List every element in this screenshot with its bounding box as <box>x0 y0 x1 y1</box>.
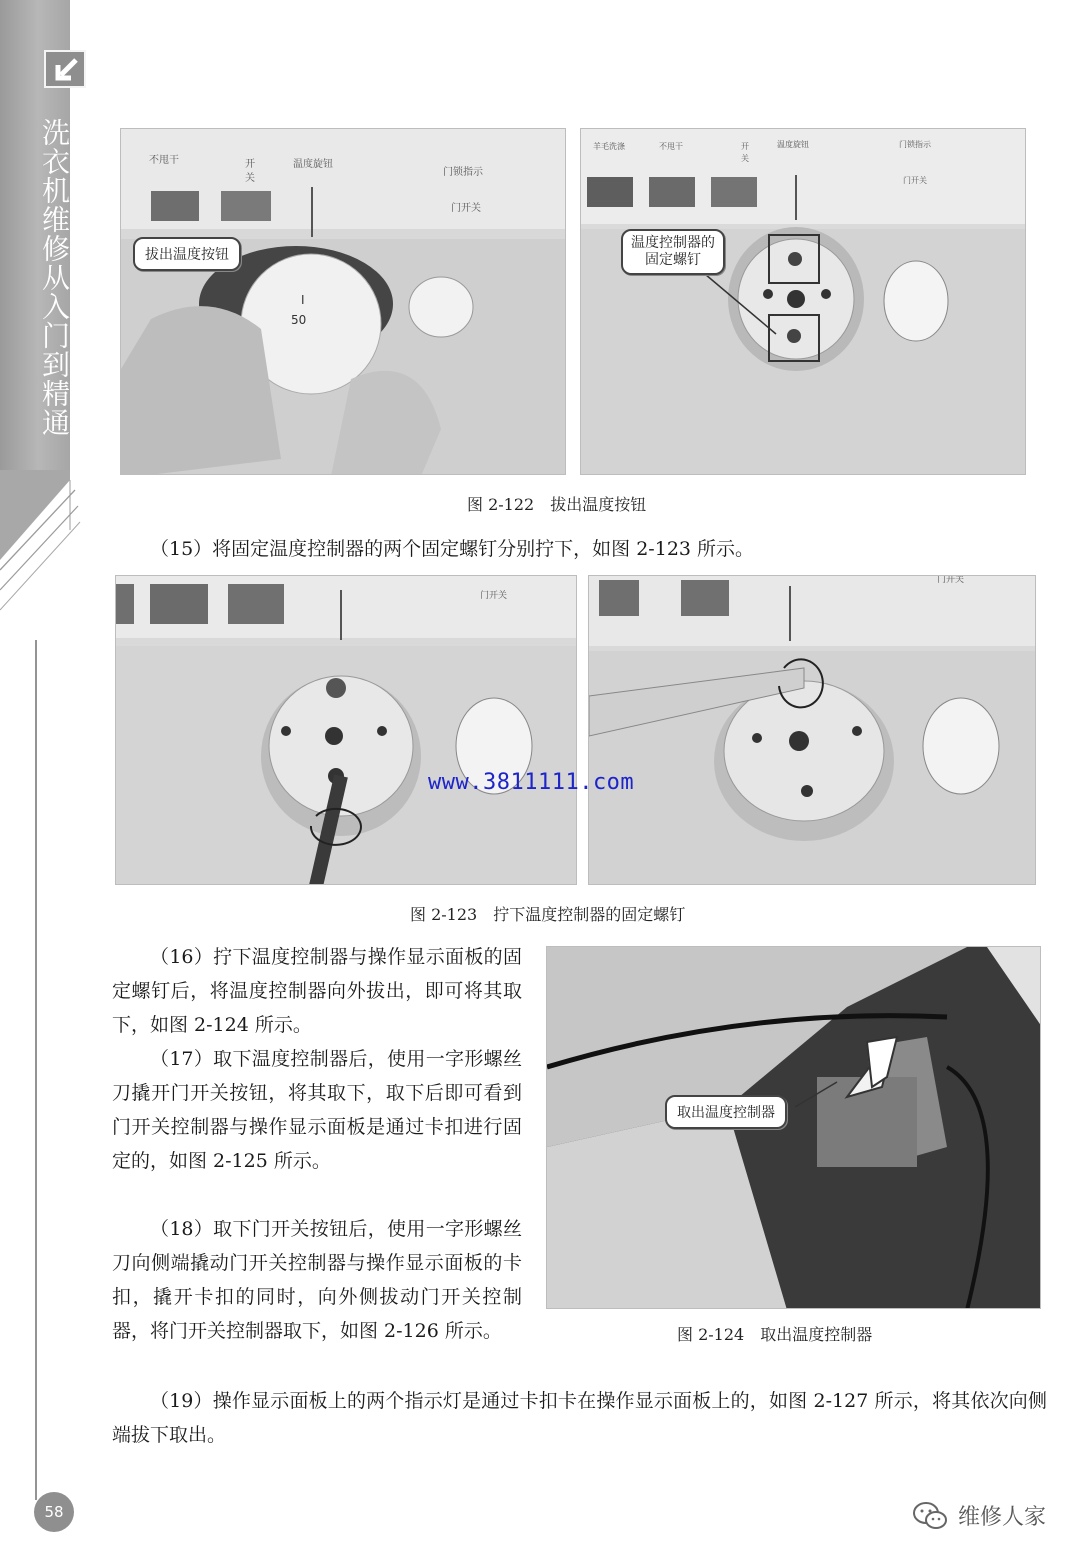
callout-label: 拔出温度按钮 <box>133 237 241 271</box>
panel-label: 门锁指示 <box>443 167 483 178</box>
step-paragraph: （16）拧下温度控制器与操作显示面板的固定螺钉后，将温度控制器向外拔出，即可将其取下，如图 2-124 所示。 <box>112 946 522 1036</box>
step-paragraph: （18）取下门开关按钮后，使用一字形螺丝刀向侧端撬动门开关控制器与操作显示面板的卡扣，撬开卡扣的同时，向外侧拔动门开关控制器，将门开关控制器取下，如图 2-126 所示。 <box>112 1218 522 1342</box>
knob-mark: I <box>301 293 305 307</box>
decorative-lines <box>0 470 90 1540</box>
footer-brand <box>912 1500 1046 1531</box>
photo-graphic <box>589 576 1036 885</box>
panel-label: 不甩干 <box>149 155 179 166</box>
callout-label: 取出温度控制器 <box>665 1095 787 1129</box>
figure-caption: 图 2-123 拧下温度控制器的固定螺钉 <box>410 905 686 924</box>
figure-caption: 图 2-124 取出温度控制器 <box>677 1325 873 1344</box>
panel-label: 不甩干 <box>659 142 683 151</box>
photo-graphic <box>581 129 1026 475</box>
photo-graphic <box>547 947 1041 1309</box>
chapter-title: 洗衣机维修从入门到精通 <box>38 118 71 437</box>
photo-unscrew-lower <box>115 575 577 885</box>
chapter-sidebar <box>0 0 70 480</box>
photo-graphic <box>116 576 577 885</box>
panel-label: 门锁指示 <box>899 140 931 149</box>
photo-unscrew-upper <box>588 575 1036 885</box>
figure-caption: 图 2-122 拔出温度按钮 <box>467 495 647 514</box>
photo-pull-knob <box>120 128 566 475</box>
panel-label: 温度旋钮 <box>293 159 333 170</box>
photo-graphic <box>121 129 566 475</box>
page-number: 58 <box>34 1492 74 1532</box>
panel-label: 门开关 <box>480 591 508 601</box>
wechat-icon <box>912 1501 948 1531</box>
panel-label: 关 <box>741 154 749 163</box>
arrow-down-left-icon <box>44 50 86 88</box>
photo-fixing-screws <box>580 128 1026 475</box>
step-paragraph: （19）操作显示面板上的两个指示灯是通过卡扣卡在操作显示面板上的，如图 2-127 所示，将其依次向侧端拔下取出。 <box>112 1390 1047 1446</box>
panel-label: 温度旋钮 <box>777 140 809 149</box>
watermark-url: www.3811111.com <box>428 770 635 795</box>
panel-label: 门开关 <box>451 203 481 214</box>
panel-label: 门开关 <box>937 575 965 585</box>
knob-mark: 50 <box>291 313 307 327</box>
panel-label: 羊毛洗涤 <box>593 142 625 151</box>
step-paragraph: （17）取下温度控制器后，使用一字形螺丝刀撬开门开关按钮，将其取下，取下后即可看到门开关控制器与操作显示面板是通过卡扣进行固定的，如图 2-125 所示。 <box>112 1048 522 1172</box>
brand-name: 维修人家 <box>957 1505 1046 1530</box>
photo-remove-controller <box>546 946 1041 1309</box>
panel-label: 开 <box>741 142 749 151</box>
panel-label: 关 <box>245 173 255 184</box>
step-paragraph: （15）将固定温度控制器的两个固定螺钉分别拧下，如图 2-123 所示。 <box>150 538 755 560</box>
callout-label: 温度控制器的固定螺钉 <box>621 229 725 275</box>
panel-label: 门开关 <box>903 176 927 185</box>
panel-label: 开 <box>245 159 255 170</box>
